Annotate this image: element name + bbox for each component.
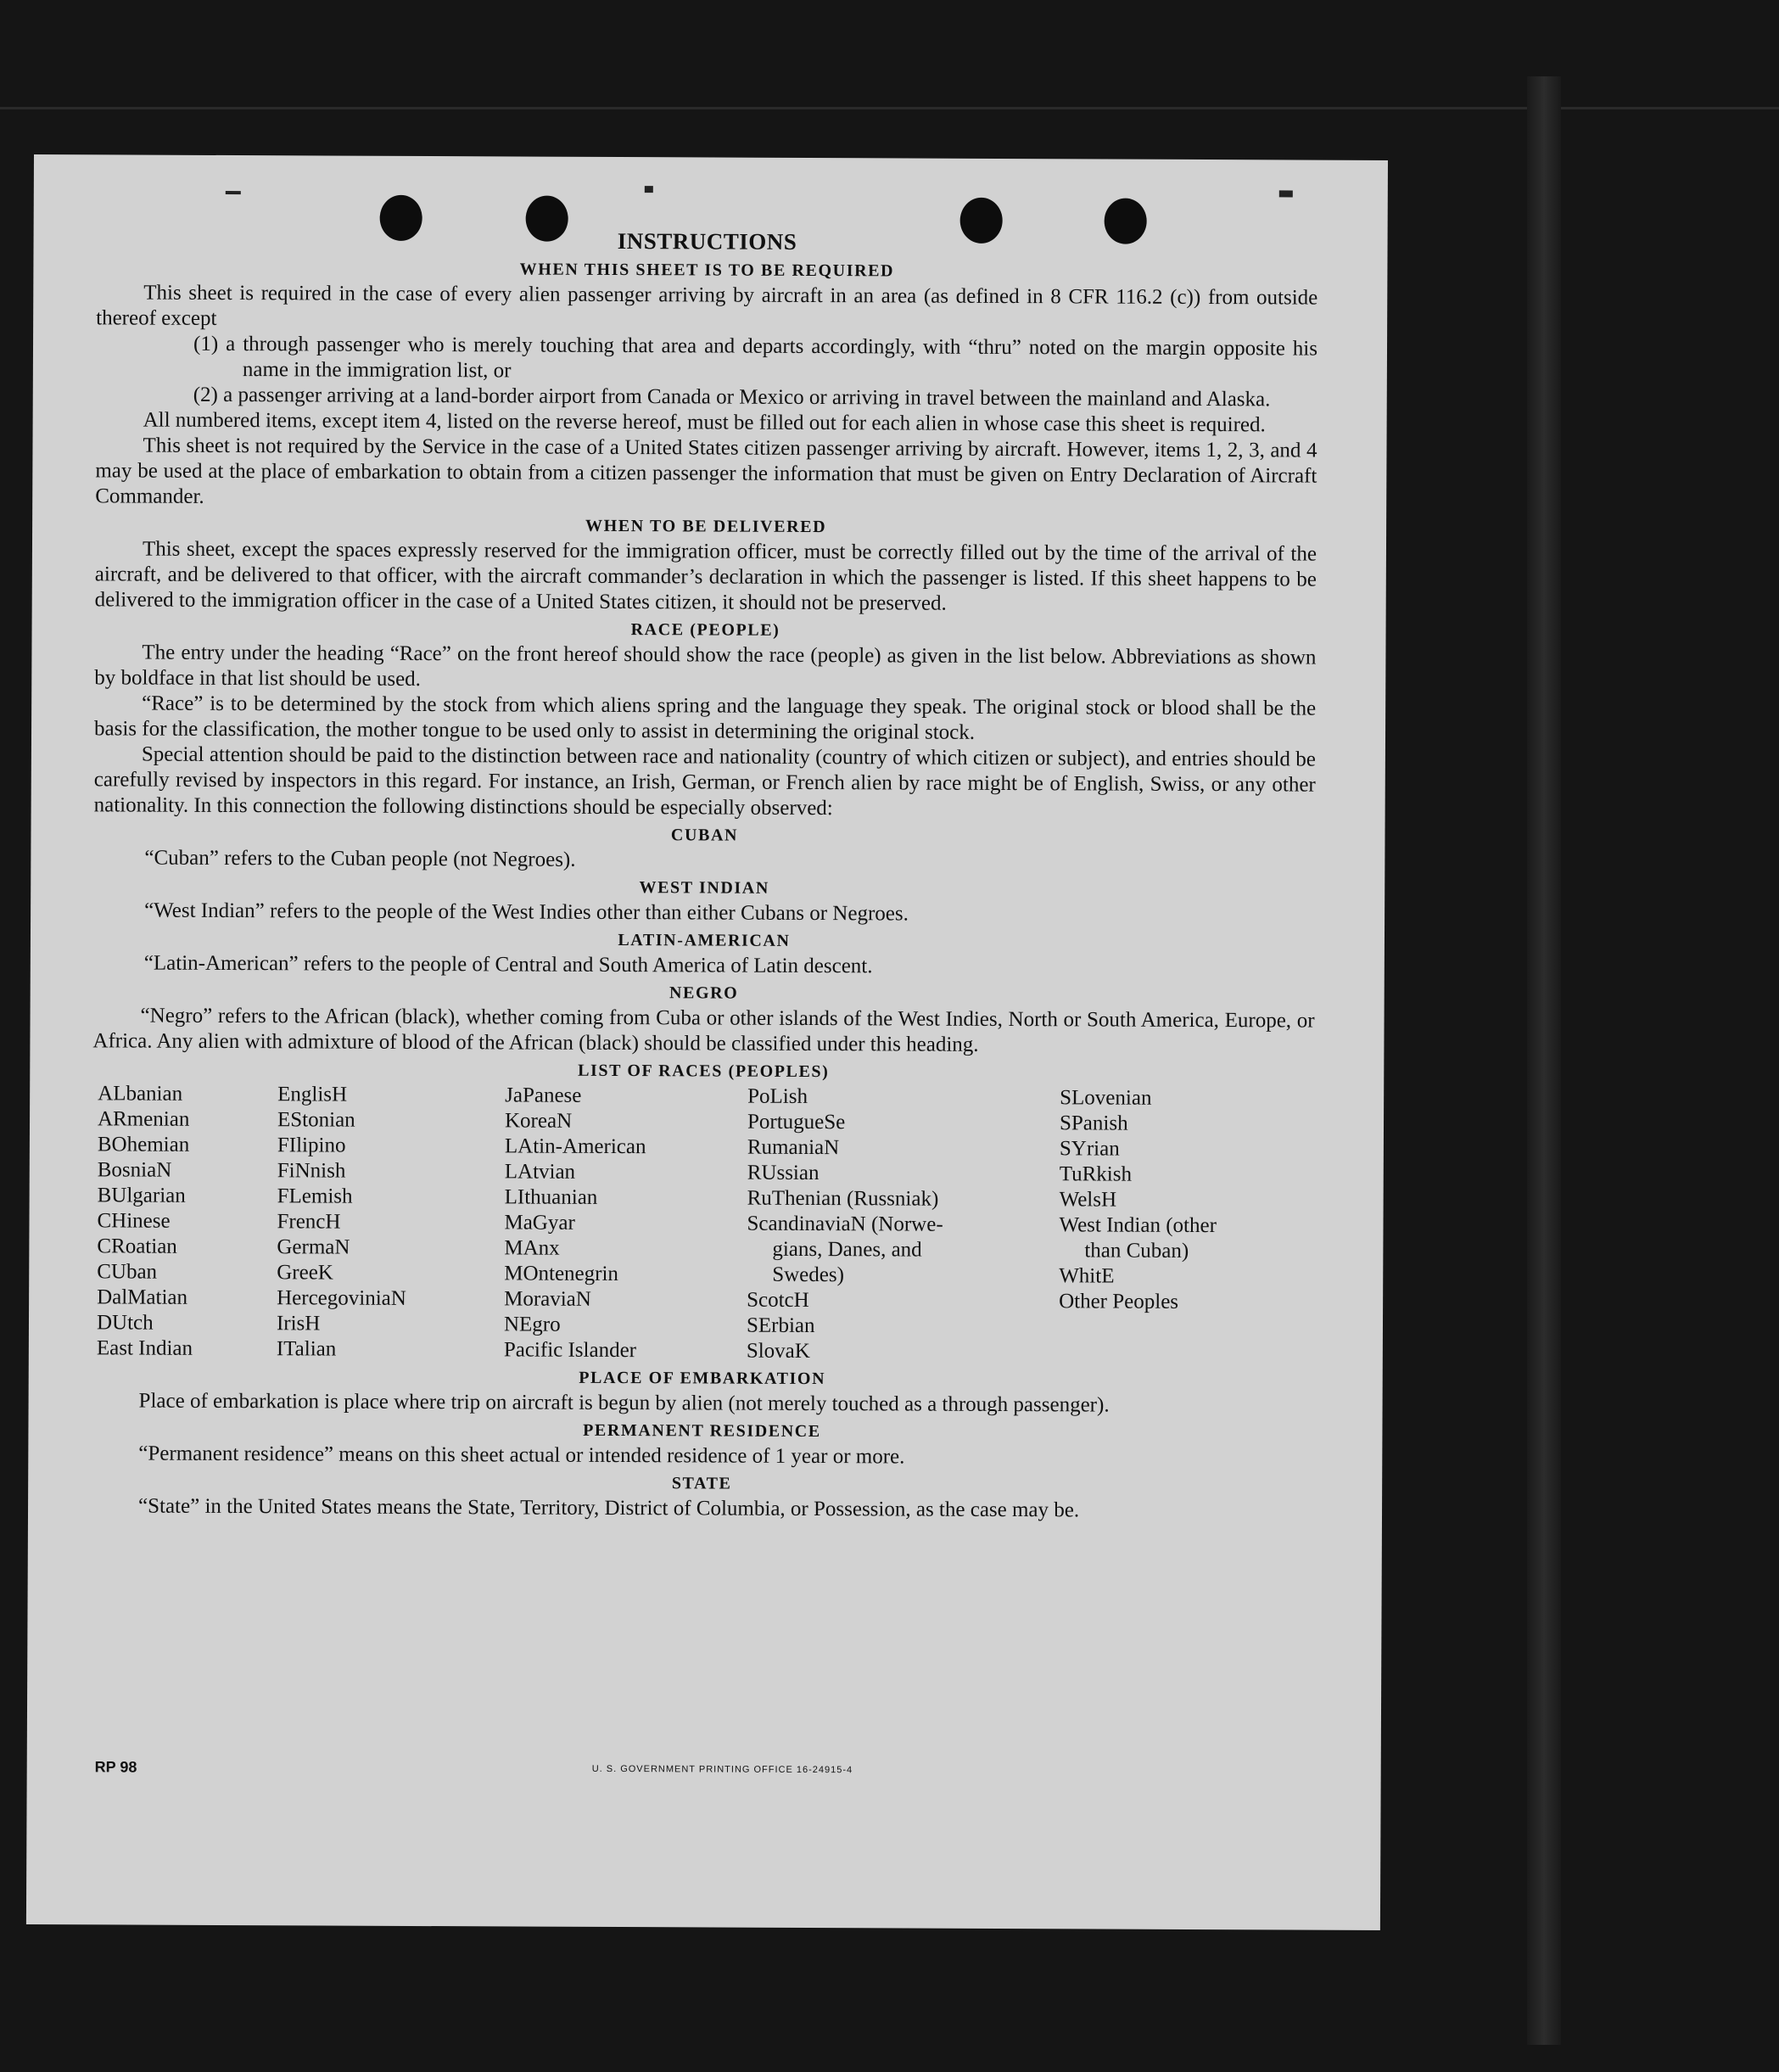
race-entry: SPanish	[1059, 1112, 1128, 1135]
race-entry: TuRkish	[1059, 1162, 1133, 1186]
race-entry: ALbanian	[98, 1082, 183, 1106]
races-column-5	[1059, 1085, 1282, 1366]
race-entry: DalMatian	[97, 1285, 188, 1309]
race-entry: KoreaN	[504, 1109, 573, 1133]
races-column-1	[97, 1081, 277, 1362]
race-entry: SYrian	[1059, 1137, 1120, 1161]
race-entry: MoraviaN	[504, 1287, 591, 1311]
paragraph: This sheet is required in the case of every alien passenger arriving by aircraft in an area (as defined in 8 CFR 116.2 (c)) from outside thereof except	[96, 281, 1318, 330]
race-entry: LAtvian	[504, 1160, 576, 1184]
document-sheet	[26, 154, 1388, 1930]
section-heading-when-delivered: WHEN TO BE DELIVERED	[585, 516, 827, 537]
race-entry-continued: than Cuban)	[1084, 1239, 1189, 1263]
document-footer	[95, 1758, 1283, 1789]
speck	[645, 186, 653, 193]
page-title: INSTRUCTIONS	[617, 228, 797, 255]
race-entry: FrencH	[277, 1210, 341, 1234]
section-heading-negro: NEGRO	[669, 983, 739, 1003]
race-entry: CRoatian	[97, 1235, 177, 1258]
paragraph: “Race” is to be determined by the stock from which aliens spring and the language they speak. The original stock or blood shall be the basis for the classification, the mother tongue to be used only to assist in determining the original stock.	[93, 692, 1317, 744]
races-column-3	[504, 1083, 747, 1364]
race-entry: RumaniaN	[747, 1135, 840, 1160]
race-entry: BosniaN	[97, 1158, 172, 1182]
race-entry: CHinese	[97, 1209, 171, 1233]
race-entry: East Indian	[96, 1336, 193, 1360]
paragraph: Special attention should be paid to the distinction between race and nationality (country of which citizen or subject), and entries should be carefully revised by inspectors in this regard. For instance, an Irish, German, or French alien by race might be of English, Swiss, or any other nationality. In this connection the following distinctions should be especially observed:	[93, 742, 1316, 820]
race-entry: Pacific Islander	[503, 1338, 637, 1363]
definition-text: “Latin-American” refers to the people of Central and South America of Latin descent.	[143, 951, 873, 978]
definition-text: “Permanent residence” means on this sheet actual or intended residence of 1 year or more.	[138, 1442, 905, 1469]
instructions-body	[91, 224, 1318, 1524]
section-heading-race: RACE (PEOPLE)	[630, 620, 780, 640]
race-entry: GermaN	[277, 1235, 350, 1259]
race-entry: RUssian	[747, 1161, 820, 1185]
definition-text: “West Indian” refers to the people of the West Indies other than either Cubans or Negroes.	[144, 899, 909, 926]
race-entry: EnglisH	[277, 1083, 348, 1106]
paragraph: This sheet is not required by the Service in the case of a United States citizen passenger arriving by aircraft. However, items 1, 2, 3, and 4 may be used at the place of embarkation to obtain from a citizen passenger the information that must be given on Entry Declaration of Aircraft Commander.	[95, 434, 1317, 508]
section-heading-cuban: CUBAN	[670, 826, 739, 845]
race-entry: LIthuanian	[504, 1185, 598, 1209]
race-entry: IrisH	[276, 1312, 321, 1336]
race-entry: DUtch	[96, 1311, 154, 1335]
scan-edge-line	[0, 107, 1779, 109]
speck	[226, 191, 241, 194]
section-heading-residence: PERMANENT RESIDENCE	[583, 1420, 821, 1442]
race-entry: FIlipino	[277, 1134, 346, 1157]
scan-edge-shadow	[1527, 76, 1561, 2045]
race-entry: GreeK	[277, 1261, 333, 1285]
definition-text: “State” in the United States means the State, Territory, District of Columbia, or Possession, as the case may be.	[137, 1494, 1080, 1522]
races-list	[97, 1081, 1314, 1366]
race-entry: WelsH	[1059, 1188, 1117, 1212]
race-entry-continued: Swedes)	[772, 1263, 845, 1287]
definition-text: “Negro” refers to the African (black), whether coming from Cuba or other islands of the West Indies, North or South America, Europe, or Africa. Any alien with admixture of blood of the African (black) should be classified under this heading.	[92, 1004, 1315, 1056]
race-entry: PortugueSe	[747, 1110, 846, 1134]
race-entry: BUlgarian	[97, 1184, 186, 1207]
section-heading-embarkation: PLACE OF EMBARKATION	[579, 1368, 826, 1389]
race-entry: MOntenegrin	[504, 1262, 619, 1286]
race-entry: JaPanese	[505, 1084, 582, 1107]
race-entry: WhitE	[1059, 1264, 1115, 1288]
race-entry: ARmenian	[97, 1107, 190, 1131]
race-entry: BOhemian	[97, 1133, 190, 1156]
race-entry: FLemish	[277, 1184, 353, 1208]
race-entry-continued: gians, Danes, and	[772, 1237, 922, 1262]
paragraph: The entry under the heading “Race” on the front hereof should show the race (people) as given in the list below. Abbreviations as shown by boldface in that list should be used.	[94, 641, 1317, 691]
race-entry: RuThenian (Russniak)	[747, 1186, 939, 1211]
race-entry: West Indian (other	[1059, 1213, 1217, 1238]
race-entry: SLovenian	[1060, 1086, 1152, 1110]
exception-item-1: (1) a through passenger who is merely touching that area and departs accordingly, with “thru” noted on the margin opposite his name in the immigration list, or	[193, 332, 1318, 383]
race-entry: FiNnish	[277, 1159, 346, 1183]
section-heading-races-list: LIST OF RACES (PEOPLES)	[578, 1061, 830, 1082]
exception-item-2: (2) a passenger arriving at a land-border airport from Canada or Mexico or arriving in travel between the mainland and Alaska.	[193, 383, 1271, 412]
section-heading-when-required: WHEN THIS SHEET IS TO BE REQUIRED	[519, 260, 895, 281]
section-heading-latin-american: LATIN-AMERICAN	[618, 931, 791, 950]
definition-text: Place of embarkation is place where trip on aircraft is begun by alien (not merely touched as a through passenger).	[138, 1389, 1110, 1417]
section-heading-west-indian: WEST INDIAN	[639, 878, 769, 898]
race-entry: MAnx	[504, 1236, 560, 1260]
form-number: RP 98	[94, 1758, 137, 1776]
printer-imprint: U. S. GOVERNMENT PRINTING OFFICE 16-24915-4	[591, 1763, 853, 1776]
race-entry: LAtin-American	[504, 1134, 646, 1159]
races-column-2	[277, 1082, 505, 1363]
section-heading-state: STATE	[671, 1474, 732, 1493]
definition-text: “Cuban” refers to the Cuban people (not Negroes).	[144, 846, 576, 871]
race-entry: ScandinaviaN (Norwe-	[747, 1212, 943, 1236]
race-entry: PoLish	[747, 1084, 808, 1108]
paragraph: All numbered items, except item 4, listed on the reverse hereof, must be filled out for each alien in whose case this sheet is required.	[143, 408, 1266, 437]
speck	[1279, 190, 1293, 197]
race-entry: Other Peoples	[1059, 1290, 1179, 1313]
race-entry: SlovaK	[746, 1339, 810, 1364]
race-entry: NEgro	[503, 1313, 561, 1336]
race-entry: ScotcH	[747, 1288, 809, 1312]
race-entry: ITalian	[276, 1337, 337, 1361]
race-entry: HercegoviniaN	[277, 1286, 406, 1310]
race-entry: EStonian	[277, 1108, 355, 1132]
races-column-4	[747, 1084, 1060, 1366]
race-entry: CUban	[97, 1260, 158, 1284]
race-entry: SErbian	[746, 1313, 815, 1338]
paragraph: This sheet, except the spaces expressly reserved for the immigration officer, must be correctly filled out by the time of the arrival of the aircraft, and be delivered to that officer, with the aircraft commander’s declaration in which the passenger is listed. If this sheet happens to be delivered to the immigration officer in the case of a United States citizen, it should not be preserved.	[94, 537, 1317, 615]
race-entry: MaGyar	[504, 1211, 575, 1235]
